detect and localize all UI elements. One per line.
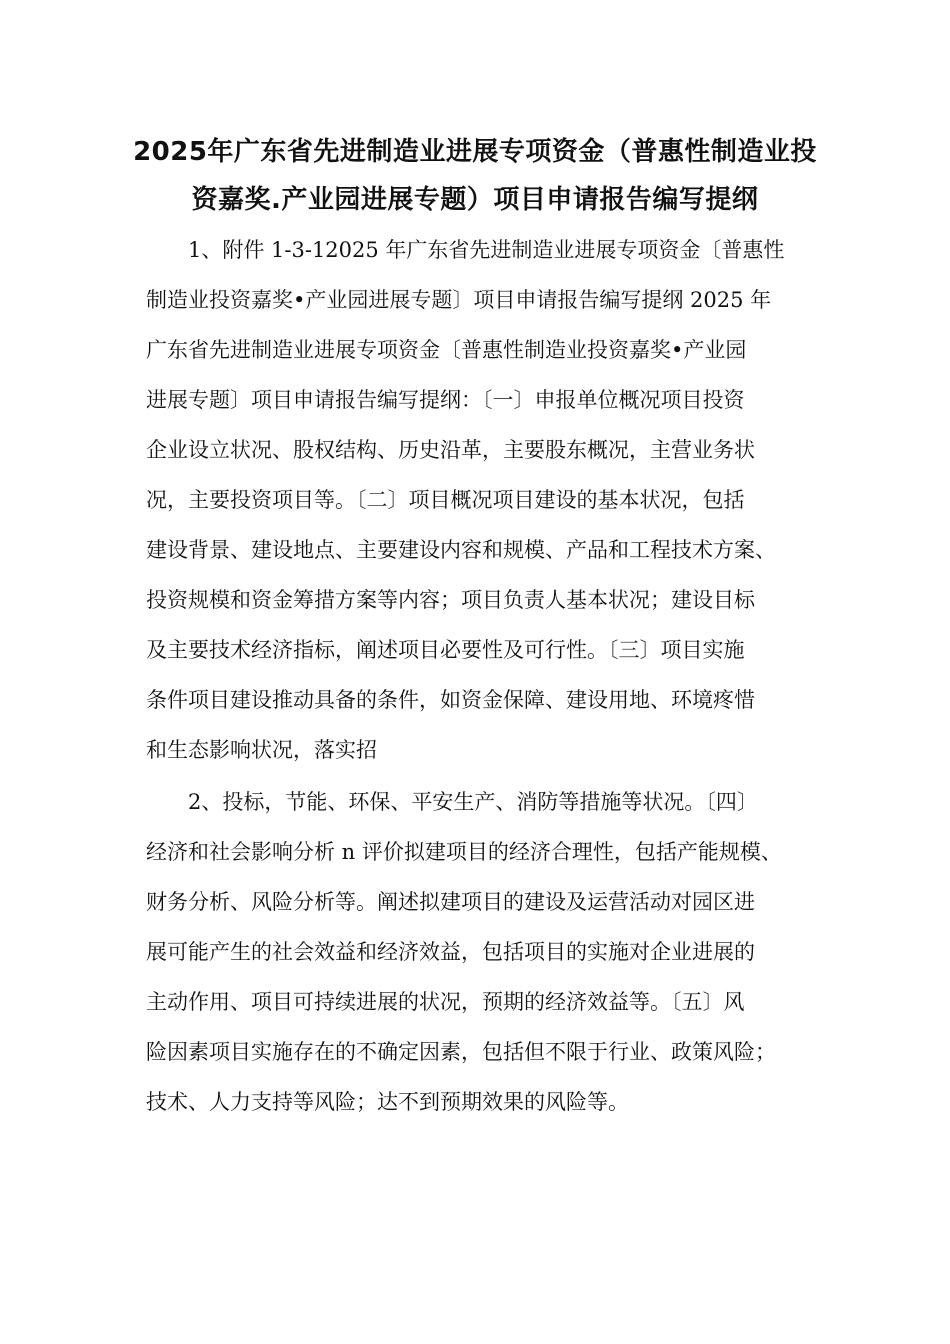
body-paragraph-1 <box>146 225 836 775</box>
text-line: 广东省先进制造业进展专项资金〔普惠性制造业投资嘉奖•产业园 <box>146 338 747 362</box>
text-line: 展可能产生的社会效益和经济效益，包括项目的实施对企业进展的 <box>146 940 755 964</box>
text-line: 投资规模和资金筹措方案等内容；项目负责人基本状况；建设目标 <box>146 588 755 612</box>
text-line: 进展专题〕项目申请报告编写提纲：〔一〕申报单位概况项目投资 <box>146 388 745 412</box>
text-line: 险因素项目实施存在的不确定因素，包括但不限于行业、政策风险； <box>146 1040 776 1064</box>
text-line: 及主要技术经济指标，阐述项目必要性及可行性。〔三〕项目实施 <box>146 638 745 662</box>
body-paragraph-2 <box>146 777 836 1127</box>
text-line: 企业设立状况、股权结构、历史沿革，主要股东概况，主营业务状 <box>146 438 755 462</box>
text-line: 主动作用、项目可持续进展的状况，预期的经济效益等。〔五〕风 <box>146 990 745 1014</box>
title-line: 2025年广东省先进制造业进展专项资金（普惠性制造业投 <box>133 137 817 167</box>
text-line: 技术、人力支持等风险；达不到预期效果的风险等。 <box>146 1090 629 1114</box>
text-line: 经济和社会影响分析 n 评价拟建项目的经济合理性，包括产能规模、 <box>146 840 782 864</box>
title-line: 资嘉奖.产业园进展专题）项目申请报告编写提纲 <box>191 185 759 215</box>
text-line: 财务分析、风险分析等。阐述拟建项目的建设及运营活动对园区进 <box>146 890 755 914</box>
text-line: 况，主要投资项目等。〔二〕项目概况项目建设的基本状况，包括 <box>146 488 745 512</box>
text-line: 建设背景、建设地点、主要建设内容和规模、产品和工程技术方案、 <box>146 538 776 562</box>
text-line: 和生态影响状况，落实招 <box>146 738 377 762</box>
text-line: 2、投标，节能、环保、平安生产、消防等措施等状况。〔四〕 <box>188 790 758 814</box>
document-title <box>120 128 830 224</box>
text-line: 制造业投资嘉奖•产业园进展专题〕项目申请报告编写提纲 2025 年 <box>146 288 772 312</box>
text-line: 1、附件 1-3-12025 年广东省先进制造业进展专项资金〔普惠性 <box>188 238 785 262</box>
text-line: 条件项目建设推动具备的条件，如资金保障、建设用地、环境疼惜 <box>146 688 755 712</box>
